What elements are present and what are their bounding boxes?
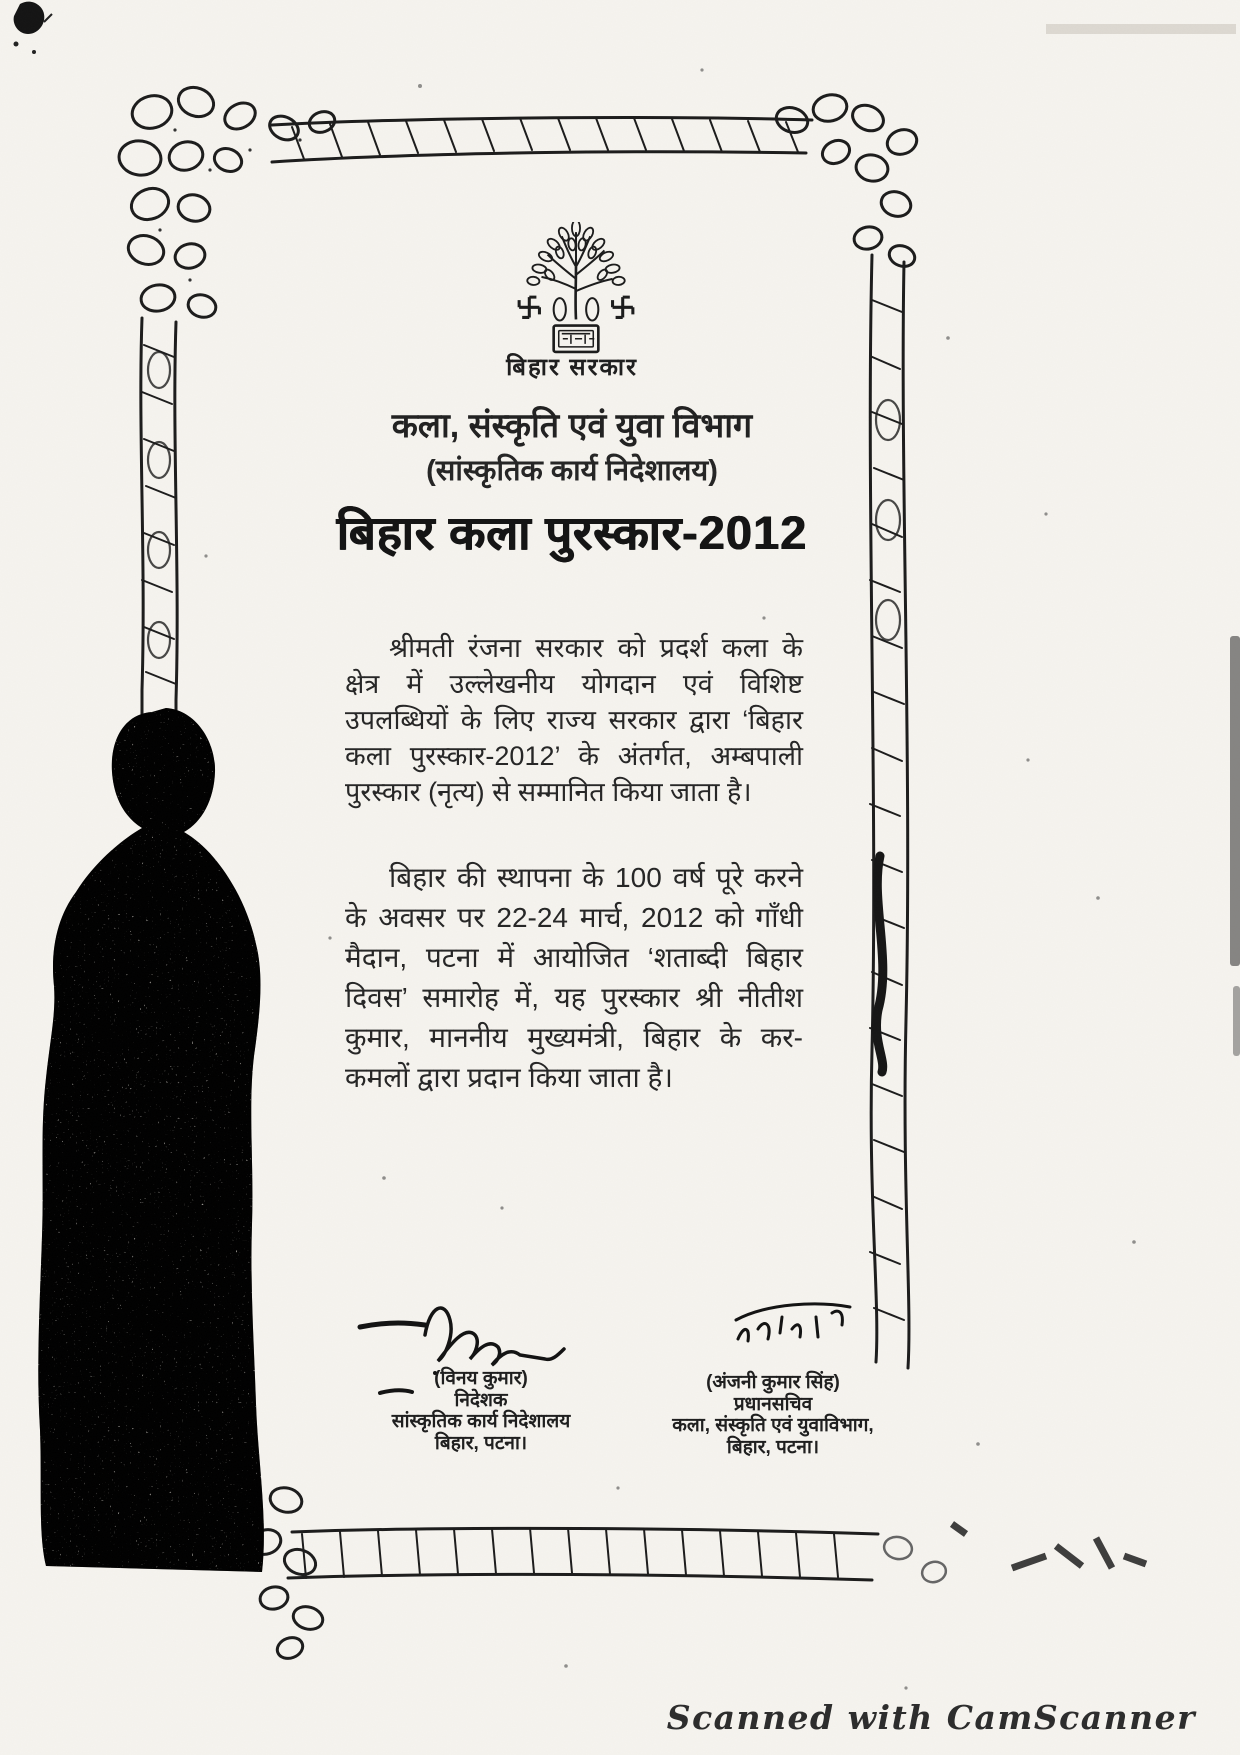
signature-right-scribble <box>728 1295 858 1355</box>
camscanner-watermark: Scanned with CamScanner <box>666 1698 1196 1737</box>
directorate-name: (सांस्कृतिक कार्य निदेशालय) <box>426 455 718 487</box>
signatory-left-title: निदेशक <box>454 1389 508 1411</box>
department-name: कला, संस्कृति एवं युवा विभाग <box>391 407 753 445</box>
emblem-caption: बिहार सरकार <box>506 354 638 381</box>
signatory-right-title: प्रधानसचिव <box>733 1393 813 1415</box>
bihar-emblem-icon <box>514 222 638 354</box>
signatory-right-organization: कला, संस्कृति एवं युवाविभाग, <box>672 1415 874 1436</box>
signatory-left-organization: सांस्कृतिक कार्य निदेशालय <box>391 1411 571 1432</box>
signatory-right-block <box>648 1372 898 1458</box>
swastika-left-icon <box>519 297 539 317</box>
bodhi-tree <box>527 222 625 320</box>
swastika-right-icon <box>613 297 633 317</box>
award-title: बिहार कला पुरस्कार-2012 <box>336 506 808 559</box>
signatory-right-name: (अंजनी कुमार सिंह) <box>706 1372 840 1393</box>
signatory-left-block <box>356 1368 606 1454</box>
emblem-seal <box>554 326 599 352</box>
citation-paragraph-1: श्रीमती रंजना सरकार को प्रदर्श कला के क्षेत्र में उल्लेखनीय योगदान एवं विशिष्ट उपलब्धियों के लिए राज्य सरकार द्वारा ‘बिहार कला पुरस्कार-2012’ के अंतर्गत, अम्बपाली पुरस्कार (नृत्य) से सम्मानित किया जाता है। <box>345 633 803 807</box>
signatory-left-name: (विनय कुमार) <box>434 1368 528 1389</box>
signatory-left-place: बिहार, पटना। <box>434 1432 528 1454</box>
signatory-right-place: बिहार, पटना। <box>726 1436 820 1458</box>
citation-paragraph-2: बिहार की स्थापना के 100 वर्ष पूरे करने के अवसर पर 22-24 मार्च, 2012 को गाँधी मैदान, पटना में आयोजित ‘शताब्दी बिहार दिवस’ समारोह में, यह पुरस्कार श्री नीतीश कुमार, माननीय मुख्यमंत्री, बिहार के कर-कमलों द्वारा प्रदान किया जाता है। <box>345 862 803 1093</box>
